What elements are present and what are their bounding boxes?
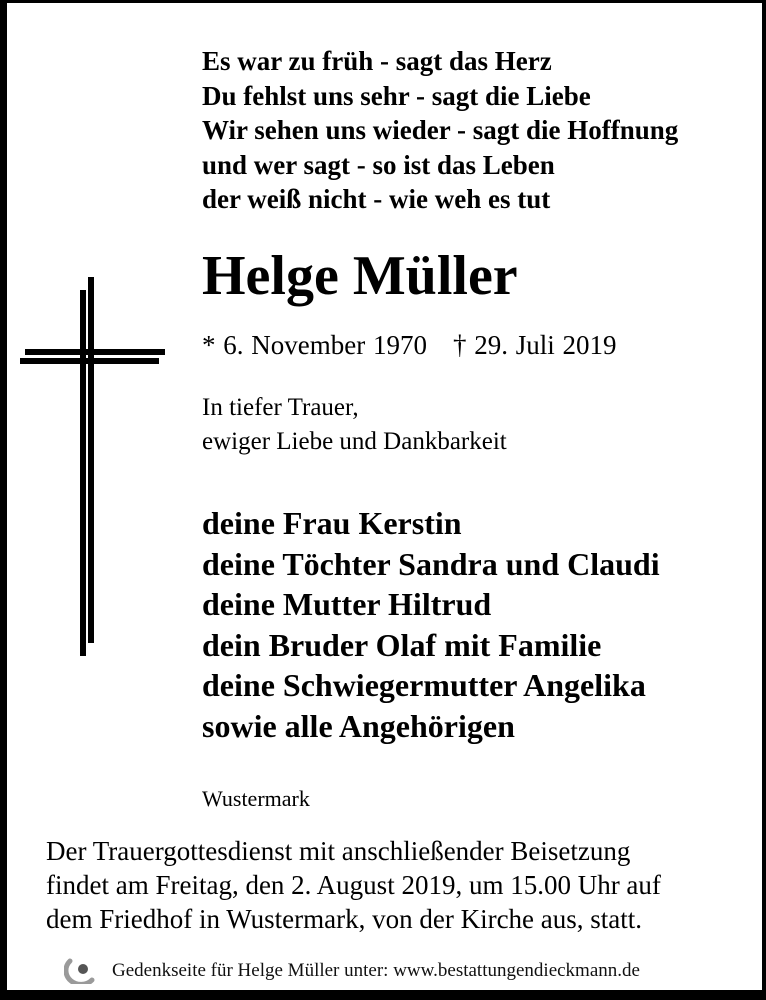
family-member: deine Mutter Hiltrud [202,586,492,622]
poem-line: und wer sagt - so ist das Leben [202,149,555,180]
footer [64,958,640,984]
mourning-intro [202,391,507,459]
memorial-logo-icon [64,958,98,984]
family-list [202,503,660,746]
family-member: sowie alle Angehörigen [202,707,515,744]
deceased-name: Helge Müller [202,245,518,307]
poem [202,44,678,217]
family-member: deine Töchter Sandra und Claudi [202,545,660,582]
place: Wustermark [202,786,310,811]
poem-line: Wir sehen uns wieder - sagt die Hoffnung [202,115,679,145]
poem-line: der weiß nicht - wie weh es tut [202,184,551,214]
life-dates [202,328,616,362]
birth-date: * 6. November 1970 [202,330,427,360]
poem-line: Du fehlst uns sehr - sagt die Liebe [202,80,591,111]
family-member: deine Frau Kerstin [202,505,462,541]
service-info [46,834,661,936]
poem-line: Es war zu früh - sagt das Herz [202,46,552,76]
death-date: † 29. Juli 2019 [452,330,617,360]
memorial-page-link[interactable]: Gedenkseite für Helge Müller unter: www.bestattungendieckmann.de [112,960,640,981]
family-member: dein Bruder Olaf mit Familie [202,626,602,663]
service-line: findet am Freitag, den 2. August 2019, um 15.00 Uhr auf [46,870,661,900]
service-line: dem Friedhof in Wustermark, von der Kirche aus, statt. [46,904,643,934]
service-line: Der Trauergottesdienst mit anschließender Beisetzung [46,836,631,866]
family-member: deine Schwiegermutter Angelika [202,667,646,703]
intro-line: ewiger Liebe und Dankbarkeit [202,428,507,455]
intro-line: In tiefer Trauer, [202,394,359,421]
